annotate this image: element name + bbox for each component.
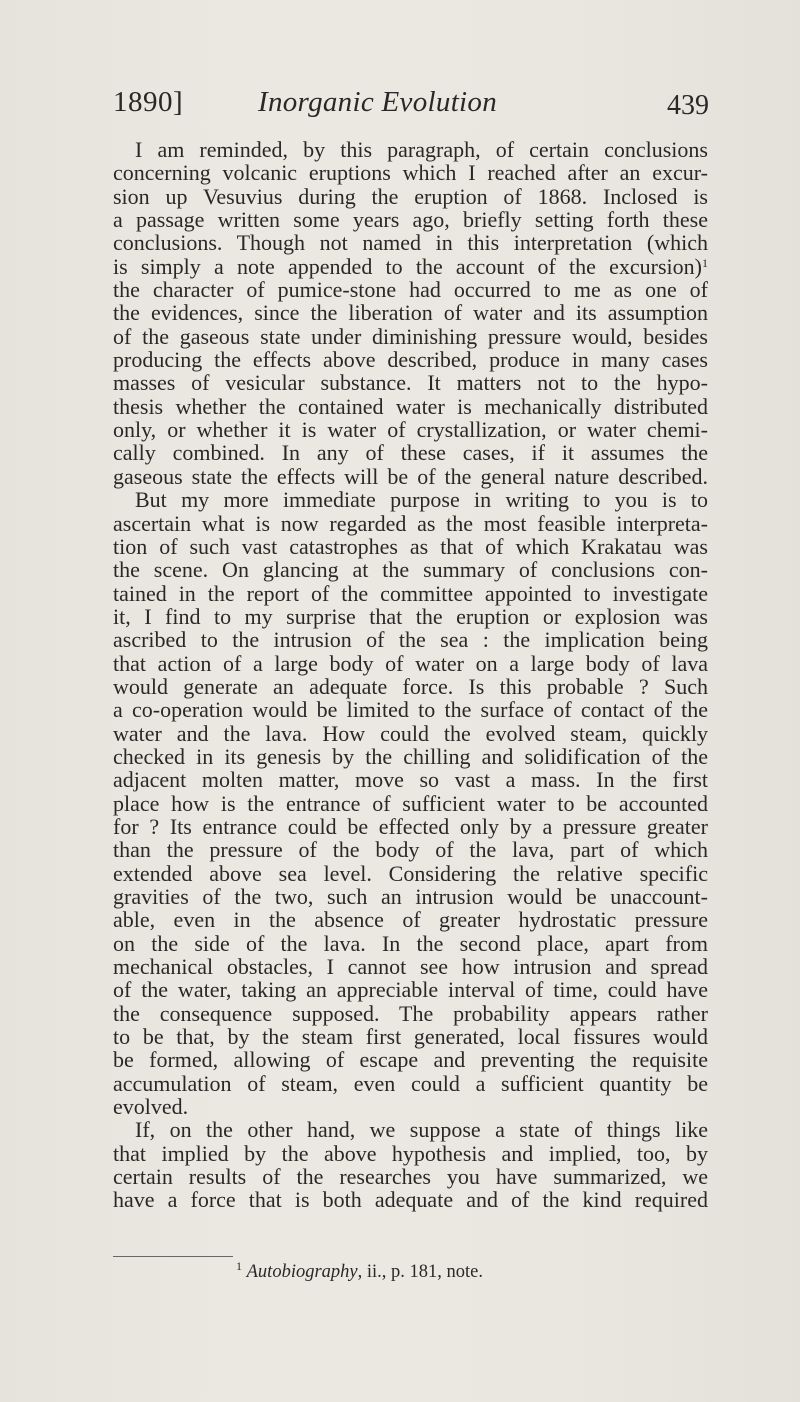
footnote-marker: 1 (236, 1259, 242, 1273)
text-line (113, 278, 708, 301)
text-line (113, 768, 708, 791)
text-line (113, 978, 708, 1001)
text-line-content: it, I find to my surprise that the eruption or explosion was (113, 603, 708, 629)
text-line-content: But my more immediate purpose in writing to you is to (135, 487, 708, 513)
text-line-content: masses of vesicular substance. It matters not to the hypo- (113, 370, 708, 396)
text-line-content: conclusions. Though not named in this interpretation (which (113, 230, 708, 256)
text-line-content: concerning volcanic eruptions which I reached after an excur- (113, 160, 708, 186)
text-line-content: I am reminded, by this paragraph, of certain conclusions (135, 137, 708, 162)
text-line (113, 558, 708, 581)
text-line (113, 1072, 708, 1095)
text-line-content: able, even in the absence of greater hydrostatic pressure (113, 907, 708, 933)
text-line (113, 185, 708, 208)
text-line (113, 348, 708, 371)
text-line (113, 1165, 708, 1188)
text-line-content: ascribed to the intrusion of the sea : the implication being (113, 627, 708, 653)
text-line-content: If, on the other hand, we suppose a state of things like (135, 1117, 708, 1143)
footnote-reference: 1 (702, 255, 708, 270)
text-line-content: mechanical obstacles, I cannot see how intrusion and spread (113, 954, 708, 980)
text-line-content: gravities of the two, such an intrusion would be unaccount- (113, 884, 708, 909)
text-line (113, 488, 708, 511)
text-line-content: thesis whether the contained water is mechanically distributed (113, 393, 708, 419)
text-line (113, 1118, 708, 1141)
text-line (113, 1142, 708, 1165)
text-line-content: of the water, taking an appreciable interval of time, could have (113, 977, 708, 1003)
text-line-content: cally combined. In any of these cases, if it assumes the (113, 440, 708, 466)
text-line-content: producing the effects above described, produce in many cases (113, 347, 708, 373)
text-line (113, 1048, 708, 1071)
text-line (113, 862, 708, 885)
page-number: 439 (667, 90, 709, 121)
text-line-content: would generate an adequate force. Is this probable ? Such (113, 673, 708, 699)
text-line (113, 838, 708, 861)
text-line-content: accumulation of steam, even could a sufficient quantity be (113, 1070, 708, 1096)
footnote-citation: , ii., p. 181, note. (357, 1262, 484, 1282)
text-line-content: the character of pumice-stone had occurred to me as one of (113, 277, 708, 303)
text-line-content: a passage written some years ago, briefly setting forth these (113, 207, 708, 233)
text-line (113, 1025, 708, 1048)
text-line-content: on the side of the lava. In the second place, apart from (113, 930, 708, 956)
text-line (113, 582, 708, 605)
text-line-content: that action of a large body of water on a large body of lava (113, 650, 708, 676)
text-line-content: have a force that is both adequate and of the kind required (113, 1187, 708, 1213)
text-line-content: for ? Its entrance could be effected only by a pressure greater (113, 813, 708, 839)
text-line (113, 698, 708, 721)
text-line-content: the scene. On glancing at the summary of conclusions con- (113, 557, 708, 583)
text-line (113, 301, 708, 324)
text-line (113, 1188, 708, 1211)
text-line-content: tion of such vast catastrophes as that of which Krakatau was (113, 533, 708, 559)
text-line (113, 675, 708, 698)
footnote-divider (113, 1256, 233, 1257)
running-head-year: 1890] (113, 86, 184, 118)
text-line (113, 535, 708, 558)
text-line-content: evolved. (113, 1094, 189, 1120)
text-line (113, 908, 708, 931)
text-line-content: to be that, by the steam first generated, local fissures would (113, 1024, 708, 1050)
text-line-content: tained in the report of the committee appointed to investigate (113, 580, 708, 606)
text-line (113, 325, 708, 348)
text-line-content: sion up Vesuvius during the eruption of 1868. Inclosed is (113, 183, 708, 209)
text-line (113, 1002, 708, 1025)
text-line (113, 418, 708, 441)
running-head-title: Inorganic Evolution (258, 86, 498, 118)
text-line-content: the evidences, since the liberation of water and its assumption (113, 300, 708, 326)
text-line (113, 441, 708, 464)
text-line-content: be formed, allowing of escape and preventing the requisite (113, 1047, 708, 1073)
text-line-content: only, or whether it is water of crystallization, or water chemi- (113, 417, 708, 443)
text-line-content: gaseous state the effects will be of the general nature described. (113, 463, 708, 489)
text-line (113, 885, 708, 908)
text-line (113, 745, 708, 768)
text-line-content: is simply a note appended to the account of the excursion) (113, 253, 702, 279)
text-line-content: adjacent molten matter, move so vast a mass. In the first (113, 767, 708, 793)
footnote (236, 1259, 484, 1283)
text-line (113, 652, 708, 675)
text-line (113, 628, 708, 651)
running-head (113, 86, 709, 126)
text-line (113, 465, 708, 488)
text-line (113, 1095, 708, 1118)
text-line (113, 161, 708, 184)
text-line (113, 792, 708, 815)
text-line-content: water and the lava. How could the evolved steam, quickly (113, 720, 708, 746)
text-line (113, 605, 708, 628)
text-line (113, 512, 708, 535)
text-line-content: certain results of the researches you have summarized, we (113, 1164, 708, 1190)
text-line (113, 395, 708, 418)
text-line-content: than the pressure of the body of the lava, part of which (113, 837, 708, 863)
text-line-content: extended above sea level. Considering the relative specific (113, 860, 708, 886)
text-line-content: the consequence supposed. The probability appears rather (113, 1000, 708, 1026)
text-line (113, 371, 708, 394)
text-line (113, 815, 708, 838)
text-line-content: checked in its genesis by the chilling and solidification of the (113, 743, 708, 769)
body-text (113, 138, 708, 1212)
text-line-content: of the gaseous state under diminishing pressure would, besides (113, 323, 708, 349)
text-line-content: ascertain what is now regarded as the most feasible interpreta- (113, 510, 708, 536)
text-line (113, 255, 708, 278)
text-line (113, 932, 708, 955)
text-line (113, 955, 708, 978)
text-line (113, 722, 708, 745)
text-line-content: a co-operation would be limited to the surface of contact of the (113, 697, 708, 723)
footnote-title: Autobiography (246, 1262, 358, 1282)
text-line-content: place how is the entrance of sufficient water to be accounted (113, 790, 708, 816)
text-line (113, 231, 708, 254)
text-line (113, 208, 708, 231)
text-line (113, 138, 708, 161)
text-line-content: that implied by the above hypothesis and implied, too, by (113, 1140, 708, 1166)
